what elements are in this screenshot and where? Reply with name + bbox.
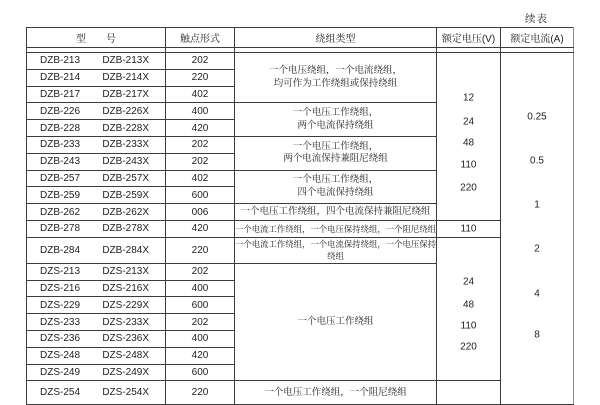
contact-form-cell: 400 — [166, 103, 235, 120]
winding-type-cell — [235, 381, 437, 405]
model-number-primary: DZB-262 — [40, 206, 81, 218]
model-number-variant: DZB-214X — [102, 72, 149, 84]
model-pair — [27, 333, 165, 344]
model-cell — [27, 381, 166, 405]
rated-current-value: 4 — [534, 288, 540, 300]
contact-form-cell: 600 — [166, 187, 235, 204]
contact-form-cell: 202 — [166, 136, 235, 153]
model-cell — [27, 153, 166, 170]
model-pair — [27, 72, 165, 83]
model-pair — [27, 367, 165, 378]
column-header: 型 号 — [27, 28, 166, 48]
rated-current-value: 1 — [534, 199, 540, 211]
table-container — [26, 27, 575, 399]
model-number-primary: DZB-226 — [40, 105, 81, 117]
rated-voltage-value: 110 — [460, 320, 477, 332]
winding-type-line: 四个电流保持绕组 — [297, 186, 374, 198]
model-number-variant: DZS-229X — [102, 299, 149, 311]
model-cell — [27, 297, 166, 314]
rated-voltage-value: 24 — [462, 276, 475, 288]
model-number-variant: DZB-262X — [102, 206, 149, 218]
contact-form-cell: 420 — [166, 220, 235, 237]
model-number-variant: DZS-213X — [102, 266, 149, 278]
rated-voltage-value: 48 — [462, 299, 475, 311]
model-cell — [27, 364, 166, 381]
rated-current-value: 0.5 — [530, 155, 544, 167]
model-number-variant: DZB-213X — [102, 55, 149, 67]
winding-type-line: 一个电流工作绕组，一个电流保持绕组，一个电压保持绕组 — [235, 238, 436, 262]
model-number-primary: DZB-228 — [40, 122, 81, 134]
winding-type-cell — [235, 204, 437, 221]
winding-type-line: 一个电流工作绕组，一个电压保持绕组，一个阻尼绕组 — [235, 223, 436, 234]
model-number-variant: DZB-259X — [102, 189, 149, 201]
contact-form-cell: 220 — [166, 381, 235, 405]
model-number-primary: DZB-217 — [40, 88, 81, 100]
winding-type-line: 一个电压绕组，一个电流绕组， — [268, 65, 402, 77]
model-pair — [27, 266, 165, 277]
model-cell — [27, 347, 166, 364]
column-header: 绕组类型 — [235, 28, 437, 48]
model-number-primary: DZB-259 — [40, 189, 81, 201]
model-number-primary: DZS-216 — [40, 282, 81, 294]
contact-form-cell: 400 — [166, 280, 235, 297]
rated-current-value: 0.25 — [527, 111, 547, 123]
model-pair — [27, 317, 165, 328]
model-cell — [27, 136, 166, 153]
model-pair — [27, 89, 165, 100]
winding-type-line: 一个电压工作绕组，一个阻尼绕组 — [264, 386, 407, 398]
winding-type-cell — [235, 103, 437, 137]
model-number-primary: DZS-233 — [40, 316, 81, 328]
rated-voltage-value: 220 — [460, 341, 477, 353]
winding-type-line: 一个电压工作绕组 — [297, 315, 374, 327]
rated-current-value: 2 — [534, 243, 540, 255]
contact-form-cell: 202 — [166, 263, 235, 280]
model-number-variant: DZB-226X — [102, 105, 149, 117]
model-pair — [27, 350, 165, 361]
winding-type-cell — [235, 263, 437, 381]
model-cell — [27, 263, 166, 280]
model-number-primary: DZB-243 — [40, 156, 81, 168]
winding-type-cell — [235, 53, 437, 103]
model-cell — [27, 187, 166, 204]
model-pair — [27, 245, 165, 256]
model-number-primary: DZB-233 — [40, 139, 81, 151]
table-row — [27, 53, 574, 70]
model-number-variant: DZB-233X — [102, 139, 149, 151]
model-pair — [27, 300, 165, 311]
winding-type-cell — [235, 170, 437, 204]
model-cell — [27, 237, 166, 263]
model-number-primary: DZB-213 — [40, 55, 81, 67]
table-row — [27, 381, 574, 405]
contact-form-cell: 402 — [166, 170, 235, 187]
contact-form-cell: 600 — [166, 364, 235, 381]
model-number-variant: DZS-248X — [102, 350, 149, 362]
model-number-variant: DZB-278X — [102, 223, 149, 235]
winding-type-line: 一个电压工作绕组， — [292, 107, 379, 119]
model-cell — [27, 53, 166, 70]
rated-current-value: 8 — [534, 329, 540, 341]
model-number-variant: DZS-233X — [102, 316, 149, 328]
model-cell — [27, 204, 166, 221]
column-header: 额定电压(V) — [437, 28, 501, 48]
rated-voltage-cell — [437, 381, 501, 405]
rated-voltage-value: 12 — [462, 92, 475, 104]
contact-form-cell: 202 — [166, 53, 235, 70]
model-number-primary: DZS-248 — [40, 350, 81, 362]
model-cell — [27, 120, 166, 137]
winding-type-line: 两个电流保持绕组 — [297, 119, 374, 131]
model-number-variant: DZS-254X — [102, 387, 149, 399]
header-row — [27, 28, 574, 48]
contact-form-cell: 220 — [166, 69, 235, 86]
table-row — [27, 220, 574, 237]
model-pair — [27, 173, 165, 184]
contact-form-cell: 202 — [166, 314, 235, 331]
model-number-primary: DZS-249 — [40, 366, 81, 378]
model-number-primary: DZB-284 — [40, 244, 81, 256]
winding-type-line: 两个电流保持兼阻尼绕组 — [283, 153, 388, 165]
model-pair — [27, 156, 165, 167]
rated-voltage-value: 110 — [460, 223, 477, 235]
rated-voltage-cell — [437, 237, 501, 381]
rated-voltage-value: 110 — [460, 159, 477, 171]
model-pair — [27, 387, 165, 398]
model-number-variant: DZS-216X — [102, 282, 149, 294]
table-row — [27, 237, 574, 263]
rated-voltage-cell — [437, 53, 501, 221]
model-pair — [27, 123, 165, 134]
rated-current-cell — [501, 53, 574, 405]
rated-voltage-cell — [437, 220, 501, 237]
model-number-primary: DZB-278 — [40, 223, 81, 235]
model-pair — [27, 106, 165, 117]
winding-type-line: 一个电压工作绕组，四个电流保持兼阻尼绕组 — [240, 205, 431, 217]
model-pair — [27, 139, 165, 150]
model-pair — [27, 283, 165, 294]
model-number-variant: DZB-217X — [102, 88, 149, 100]
model-number-variant: DZB-243X — [102, 156, 149, 168]
model-number-primary: DZS-254 — [40, 387, 81, 399]
rated-voltage-value: 220 — [460, 182, 477, 194]
model-number-primary: DZB-257 — [40, 172, 81, 184]
contact-form-cell: 420 — [166, 347, 235, 364]
winding-type-line: 均可作为工作绕组或保持绕组 — [273, 77, 398, 89]
model-number-primary: DZS-229 — [40, 299, 81, 311]
column-header: 额定电流(A) — [501, 28, 574, 48]
winding-type-cell — [235, 220, 437, 237]
model-cell — [27, 103, 166, 120]
model-number-variant: DZS-249X — [102, 366, 149, 378]
model-cell — [27, 86, 166, 103]
model-cell — [27, 314, 166, 331]
winding-type-line: 一个电压工作绕组， — [292, 174, 379, 186]
model-number-primary: DZS-236 — [40, 333, 81, 345]
model-pair — [27, 207, 165, 218]
model-number-variant: DZB-257X — [102, 172, 149, 184]
model-number-primary: DZB-214 — [40, 72, 81, 84]
model-cell — [27, 330, 166, 347]
spec-table — [26, 27, 574, 405]
rated-voltage-value: 24 — [462, 116, 475, 128]
model-number-variant: DZS-236X — [102, 333, 149, 345]
model-pair — [27, 55, 165, 66]
rated-voltage-value: 48 — [462, 137, 475, 149]
model-number-variant: DZB-228X — [102, 122, 149, 134]
contact-form-cell: 402 — [166, 86, 235, 103]
column-header: 触点形式 — [166, 28, 235, 48]
model-cell — [27, 69, 166, 86]
model-pair — [27, 223, 165, 234]
winding-type-cell — [235, 237, 437, 263]
contact-form-cell: 420 — [166, 120, 235, 137]
model-cell — [27, 170, 166, 187]
contact-form-cell: 600 — [166, 297, 235, 314]
contact-form-cell: 202 — [166, 153, 235, 170]
model-number-primary: DZS-213 — [40, 266, 81, 278]
model-cell — [27, 280, 166, 297]
continued-table-label: 续表 — [525, 13, 548, 25]
model-number-variant: DZB-284X — [102, 244, 149, 256]
winding-type-cell — [235, 136, 437, 170]
contact-form-cell: 220 — [166, 237, 235, 263]
contact-form-cell: 006 — [166, 204, 235, 221]
model-pair — [27, 190, 165, 201]
model-cell — [27, 220, 166, 237]
contact-form-cell: 400 — [166, 330, 235, 347]
winding-type-line: 一个电压工作绕组， — [292, 140, 379, 152]
